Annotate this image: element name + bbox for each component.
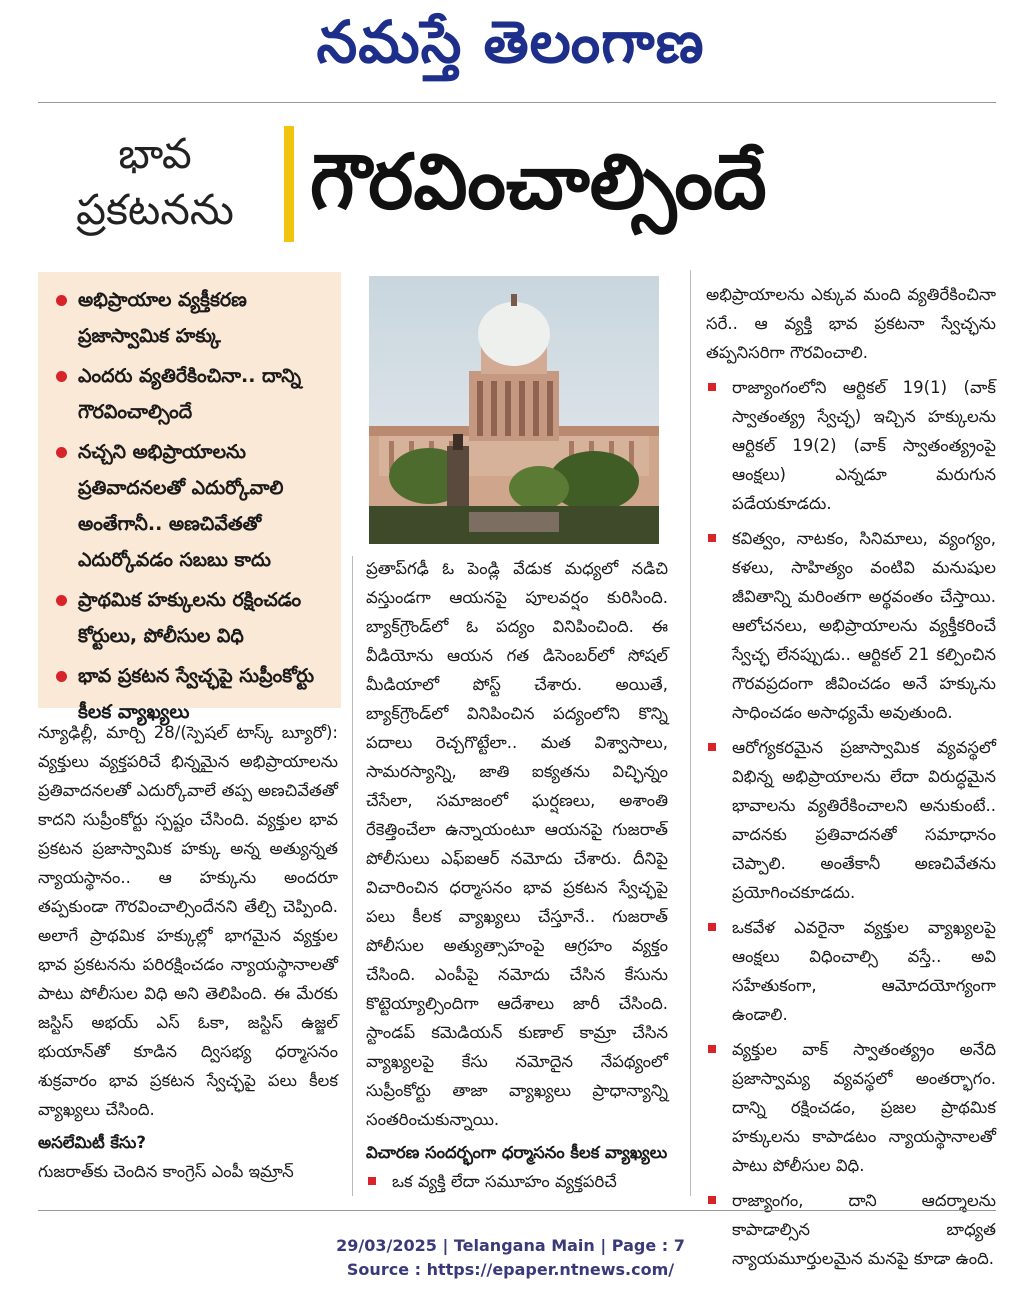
bullet-square-icon — [708, 1045, 716, 1053]
article-column-1 — [38, 718, 338, 1186]
bullet-dot-icon — [56, 295, 67, 306]
kicker-line-1: భావ — [118, 129, 192, 178]
highlights-box — [38, 272, 341, 723]
remark-bullet: కవిత్వం, నాటకం, సినిమాలు, వ్యంగ్యం, కళలు, సాహిత్యం వంటివి మనుషుల జీవితాన్ని మరింతగా అర్థవంతం చేస్తాయి. ఆలోచనలు, అభిప్రాయాలను వ్యక్తీకరించే స్వేచ్ఛ లేనప్పుడు.. ఆర్టికల్ 21 కల్పించిన గౌరవప్రదంగా జీవించడం అనే హక్కును సాధించడం అసాధ్యమే అవుతుంది. — [706, 524, 996, 727]
newspaper-title: నమస్తే తెలంగాణ — [316, 8, 705, 76]
article-body: న్యూఢిల్లీ, మార్చి 28/(స్పెషల్ టాస్క్ బ్యూరో): వ్యక్తులు వ్యక్తపరిచే భిన్నమైన అభిప్రాయాలను ప్రతివాదనలతో ఎదుర్కోవాలే తప్ప అణచివేతతో కాదని సుప్రీంకోర్టు స్పష్టం చేసింది. వ్యక్తుల భావ ప్రకటన ప్రజాస్వామిక హక్కు అన్న అత్యున్నత న్యాయస్థానం.. ఆ హక్కును అందరూ తప్పకుండా గౌరవించాల్సిందేనని తేల్చి చెప్పింది. అలాగే ప్రాథమిక హక్కుల్లో భాగమైన వ్యక్తుల భావ ప్రకటనను పరిరక్షించడం న్యాయస్థానాలతో పాటు పోలీసుల విధి అని తెలిపింది. ఈ మేరకు జస్టిస్ అభయ్ ఎస్ ఓకా, జస్టిస్ ఉజ్జల్ భుయాన్‌తో కూడిన ద్విసభ్య ధర్మాసనం శుక్రవారం భావ ప్రకటన స్వేచ్ఛపై పలు కీలక వ్యాఖ్యలు చేసింది. — [38, 723, 338, 1119]
remark-bullet: ఆరోగ్యకరమైన ప్రజాస్వామిక వ్యవస్థలో విభిన్న అభిప్రాయాలను లేదా విరుద్ధమైన భావాలను వ్యతిరేకించాలని అనుకుంటే.. వాదనకు ప్రతివాదనతో సమాధానం చెప్పాలి. అంతేకానీ అణచివేతను ప్రయోగించకూడదు. — [706, 733, 996, 907]
article-lead: అభిప్రాయాలను ఎక్కువ మంది వ్యతిరేకించినా సరే.. ఆ వ్యక్తి భావ ప్రకటనా స్వేచ్ఛను తప్పనిసరిగా గౌరవించాలి. — [706, 285, 996, 362]
edition-info: 29/03/2025 | Telangana Main | Page : 7 — [336, 1236, 685, 1255]
highlight-item: ప్రాథమిక హక్కులను రక్షించడం కోర్టులు, పోలీసుల విధి — [52, 582, 333, 654]
column-divider — [352, 556, 353, 1196]
article-column-2 — [366, 554, 668, 1202]
subheading: విచారణ సందర్భంగా ధర్మాసనం కీలక వ్యాఖ్యలు — [366, 1143, 668, 1162]
footer — [0, 1234, 1021, 1282]
supreme-court-photo — [369, 276, 659, 544]
highlight-item: భావ ప్రకటన స్వేచ్ఛపై సుప్రీంకోర్టు కీలక వ్యాఖ్యలు — [52, 658, 333, 730]
top-rule — [38, 102, 996, 103]
bullet-square-icon — [708, 383, 716, 391]
bullet-square-icon — [708, 923, 716, 931]
article-column-3 — [706, 280, 996, 1279]
bullet-square-icon — [368, 1177, 376, 1185]
bullet-dot-icon — [56, 595, 67, 606]
subheading: అసలేమిటీ కేసు? — [38, 1133, 146, 1152]
bullet-square-icon — [708, 1196, 716, 1204]
article-body: ప్రతాప్‌గఢీ ఓ పెండ్లి వేడుక మధ్యలో నడిచి వస్తుండగా ఆయనపై పూలవర్షం కురిసింది. బ్యాక్‌గ్రౌండ్‌లో ఓ పద్యం వినిపించింది. ఈ వీడియోను ఆయన గత డిసెంబర్‌లో సోషల్ మీడియాలో పోస్ట్ చేశారు. అయితే, బ్యాక్‌గ్రౌండ్‌లో వినిపించిన పద్యంలోని కొన్ని పదాలు రెచ్చగొట్టేలా.. మత విశ్వాసాలు, సామరస్యాన్ని, జాతి ఐక్యతను విచ్ఛిన్నం చేసేలా, సమాజంలో ఘర్షణలు, అశాంతి రేకెత్తించేలా ఉన్నాయంటూ ఆయనపై గుజరాత్ పోలీసులు ఎఫ్‌ఐఆర్ నమోదు చేశారు. దీనిపై విచారించిన ధర్మాసనం భావ ప్రకటన స్వేచ్ఛపై పలు కీలక వ్యాఖ్యలు చేస్తూనే.. గుజరాత్ పోలీసుల అత్యుత్సాహంపై ఆగ్రహం వ్యక్తం చేసింది. ఎంపీపై నమోదు చేసిన కేసును కొట్టెయ్యాల్సిందిగా ఆదేశాలు జారీ చేసింది. స్టాండప్ కమెడియన్ కుణాల్ కామ్రా చేసిన వ్యాఖ్యలపై కేసు నమోదైన నేపథ్యంలో సుప్రీంకోర్టు తాజా వ్యాఖ్యలు ప్రాధాన్యాన్ని సంతరించుకున్నాయి. — [366, 559, 668, 1129]
headline: గౌరవించాల్సిందే — [310, 137, 767, 226]
masthead — [0, 0, 1021, 100]
supreme-court-image — [369, 276, 659, 544]
highlight-item: అభిప్రాయాల వ్యక్తీకరణ ప్రజాస్వామిక హక్కు — [52, 282, 333, 354]
bullet-square-icon — [708, 534, 716, 542]
bullet-square-icon — [708, 743, 716, 751]
remark-bullet: రాజ్యాంగంలోని ఆర్టికల్ 19(1) (వాక్ స్వాతంత్య్ర స్వేచ్ఛ) ఇచ్చిన హక్కులను ఆర్టికల్ 19(2) (వాక్ స్వాతంత్య్రంపై ఆంక్షలు) ఎన్నడూ మరుగున పడేయకూడదు. — [706, 373, 996, 518]
remark-bullet: రాజ్యాంగం, దాని ఆదర్శాలను కాపాడాల్సిన బాధ్యత న్యాయమూర్తులమైన మనపై కూడా ఉంది. — [706, 1186, 996, 1273]
bullet-dot-icon — [56, 371, 67, 382]
bullet-dot-icon — [56, 671, 67, 682]
bullet-dot-icon — [56, 447, 67, 458]
headline-kicker — [40, 126, 270, 246]
column-divider — [690, 270, 691, 1196]
article-body-continued: గుజరాత్‌కు చెందిన కాంగ్రెస్ ఎంపీ ఇమ్రాన్ — [38, 1162, 294, 1181]
bottom-rule — [38, 1210, 996, 1211]
remark-bullet: వ్యక్తుల వాక్ స్వాతంత్య్రం అనేది ప్రజాస్వామ్య వ్యవస్థలో అంతర్భాగం. దాన్ని రక్షించడం, ప్రజల ప్రాథమిక హక్కులను కాపాడటం న్యాయస్థానాలతో పాటు పోలీసుల విధి. — [706, 1035, 996, 1180]
remark-bullet: ఒక వ్యక్తి లేదా సమూహం వ్యక్తపరిచే — [366, 1167, 668, 1196]
highlight-item: ఎందరు వ్యతిరేకించినా.. దాన్ని గౌరవించాల్సిందే — [52, 358, 333, 430]
highlight-item: నచ్చని అభిప్రాయాలను ప్రతివాదనలతో ఎదుర్కోవాలి అంతేగానీ.. అణచివేతతో ఎదుర్కోవడం సబబు కాదు — [52, 434, 333, 578]
accent-bar — [284, 126, 294, 242]
kicker-line-2: ప్రకటనను — [76, 185, 234, 234]
source-link[interactable]: Source : https://epaper.ntnews.com/ — [346, 1260, 675, 1279]
remark-bullet: ఒకవేళ ఎవరైనా వ్యక్తుల వ్యాఖ్యలపై ఆంక్షలు విధించాల్సి వస్తే.. అవి సహేతుకంగా, ఆమోదయోగ్యంగా ఉండాలి. — [706, 913, 996, 1029]
